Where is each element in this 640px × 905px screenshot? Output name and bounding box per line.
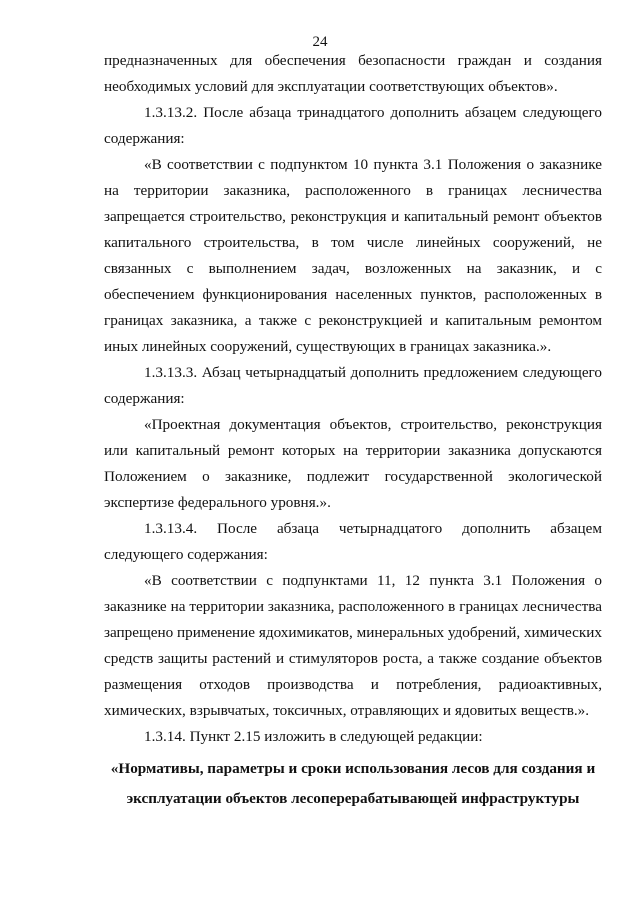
paragraph-continuation: предназначенных для обеспечения безопасности граждан и создания необходимых условий для эксплуатации соответствующих объектов». xyxy=(104,52,602,95)
paragraph-1-3-14: 1.3.14. Пункт 2.15 изложить в следующей редакции: xyxy=(144,728,483,745)
paragraph-1-3-13-3: 1.3.13.3. Абзац четырнадцатый дополнить предложением следующего содержания: xyxy=(104,364,602,407)
document-body xyxy=(104,48,602,814)
paragraph-1-3-13-2: 1.3.13.2. После абзаца тринадцатого дополнить абзацем следующего содержания: xyxy=(104,104,602,147)
paragraph-quote-3: «В соответствии с подпунктами 11, 12 пункта 3.1 Положения о заказнике на территории заказника, расположенного в границах лесничества запрещено применение ядохимикатов, минеральных удобрений, химических средств защиты растений и стимуляторов роста, а также создание объектов размещения отходов производства и потребления, радиоактивных, химических, взрывчатых, токсичных, отравляющих и ядовитых веществ.». xyxy=(104,572,602,719)
page-number: 24 xyxy=(312,34,328,50)
paragraph-quote-1: «В соответствии с подпунктом 10 пункта 3.1 Положения о заказнике на территории заказника, расположенного в границах лесничества запрещается строительство, реконструкция и капитальный ремонт объектов капитального строительства, в том числе линейных сооружений, не связанных с выполнением задач, возложенных на заказник, и с обеспечением функционирования населенных пунктов, расположенных в границах заказника, а также с реконструкцией и капитальным ремонтом иных линейных сооружений, существующих в границах заказника.». xyxy=(104,156,602,355)
section-heading: «Нормативы, параметры и сроки использования лесов для создания и эксплуатации объектов лесоперерабатывающей инфраструктуры xyxy=(110,760,596,807)
paragraph-quote-2: «Проектная документация объектов, строительство, реконструкция или капитальный ремонт которых на территории заказника допускаются Положением о заказнике, подлежит государственной экологической экспертизе федерального уровня.». xyxy=(104,416,602,511)
paragraph-1-3-13-4: 1.3.13.4. После абзаца четырнадцатого дополнить абзацем следующего содержания: xyxy=(104,520,602,563)
